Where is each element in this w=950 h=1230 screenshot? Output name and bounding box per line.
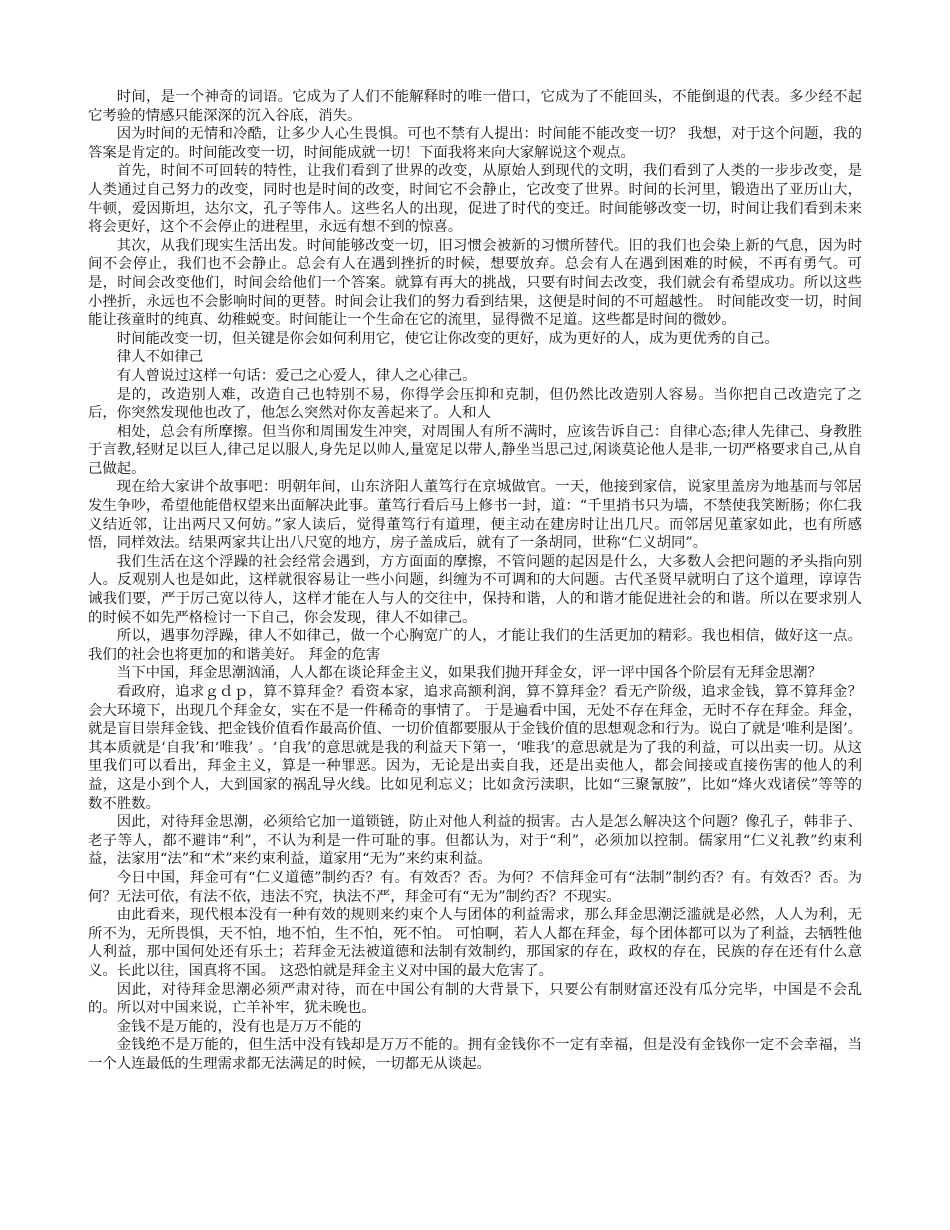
heading-money-not-everything: 金钱不是万能的，没有也是万万不能的 xyxy=(116,1018,362,1035)
paragraph-time-intro: 时间，是一个神奇的词语。它成为了人们不能解释时的唯一借口，它成为了不能回头，不能倒退的代表。多少经不起它考验的情感只能深深的沉入谷底，消失。 xyxy=(88,89,862,124)
paragraph-discipline-society: 我们生活在这个浮躁的社会经常会遇到，方方面面的摩擦，不管问题的起因是什么，大多数人会把问题的矛头指向别人。反观别人也是如此，这样就很容易让一些小问题，纠缠为不可调和的大问题。古代圣贤早就明白了这个道理，谆谆告诫我们要，严于厉己宽以待人，这样才能在人与人的交往中，保持和谐，人的和谐才能促进社会的和谐。所以在要求别人的时候不如先严格检讨一下自己，你会发现，律人不如律己。 xyxy=(88,553,862,626)
paragraph-discipline-friction: 相处，总会有所摩擦。但当你和周围发生冲突，对周围人有所不满时，应该告诉自己：自律心态;律人先律己、身教胜于言教,轻财足以巨人,律己足以服人,身先足以帅人,量宽足以带人,静坐当思己过,闲谈莫论他人是非,一切严格要求自己,从自己做起。 xyxy=(88,423,862,477)
paragraph-time-second: 其次，从我们现实生活出发。时间能够改变一切，旧习惯会被新的习惯所替代。旧的我们也会染上新的气息，因为时间不会停止，我们也不会静止。总会有人在遇到挫折的时候，想要放弃。总会有人在遇到困难的时候，不再有勇气。可是，时间会改变他们，时间会给他们一个答案。就算有再大的挑战，只要有时间去改变，我们就会有希望成功。所以这些小挫折，永远也不会影响时间的更替。时间会让我们的努力看到结果，这便是时间的不可超越性。 时间能改变一切，时间能让孩童时的纯真、幼稚蜕变。时间能让一个生命在它的流里，显得微不足道。这些都是时间的微妙。 xyxy=(88,237,862,329)
paragraph-discipline-reform: 是的，改造别人难，改造自己也特别不易，你得学会压抑和克制，但仍然比改造别人容易。当你把自己改造完了之后，你突然发现他也改了，他怎么突然对你友善起来了。人和人 xyxy=(88,386,862,422)
paragraph-time-first: 首先，时间不可回转的特性，让我们看到了世界的改变，从原始人到现代的文明，我们看到了人类的一步步改变，是人类通过自己努力的改变，同时也是时间的改变，时间它不会静止，它改变了世界。时间的长河里，锻造出了亚历山大，牛顿，爱因斯坦，达尔文，孔子等伟人。这些名人的出现，促进了时代的变迁。时间能够改变一切，时间让我们看到未来将会更好，这个不会停止的进程里，永远有想不到的惊喜。 xyxy=(88,163,862,236)
paragraph-money-worship-today: 今日中国，拜金可有“仁义道德”制约否？有。有效否？否。为何？不信拜金可有“法制”制约否？有。有效否？否。为何？无法可依，有法不依，违法不究，执法不严，拜金可有“无为”制约否？不现实。 xyxy=(88,869,862,905)
paragraph-money-worship-conclusion: 因此，对待拜金思潮必须严肃对待，而在中国公有制的大背景下，只要公有制财富还没有瓜分完毕，中国是不会乱的。所以对中国来说，亡羊补牢，犹未晚也。 xyxy=(88,981,862,1017)
paragraph-money-worship-harm: 由此看来，现代根本没有一种有效的规则来约束个人与团体的利益需求，那么拜金思潮泛滥就是必然，人人为利，无所不为，无所畏惧，天不怕，地不怕，生不怕，死不怕。 可怕啊，若人人都在拜金，每个团体都可以为了利益，去牺牲他人利益，那中国何处还有乐土；若拜金无法被道德和法制有效制约，那国家的存在，政权的存在，民族的存在还有什么意义。长此以往，国真将不国。 这恐怕就是拜金主义对中国的最大危害了。 xyxy=(88,907,862,979)
paragraph-money-worship-intro: 当下中国，拜金思潮汹涌，人人都在谈论拜金主义，如果我们抛开拜金女，评一评中国各个阶层有无拜金思潮？ xyxy=(116,665,822,682)
paragraph-discipline-story: 现在给大家讲个故事吧：明朝年间，山东济阳人董笃行在京城做官。一天，他接到家信，说家里盖房为地基而与邻居发生争吵，希望他能借权望来出面解决此事。董笃行看后马上修书一封，道：“千里捎书只为墙，不禁使我笑断肠；你仁我义结近邻，让出两尺又何妨。”家人读后，觉得董笃行有道理，便主动在建房时让出几尺。而邻居见董家如此，也有所感悟，同样效法。结果两家共让出八尺宽的地方，房子盖成后，就有了一条胡同，世称“仁义胡同”。 xyxy=(88,479,862,552)
heading-discipline-self: 律人不如律己 xyxy=(116,349,204,366)
paragraph-time-question: 因为时间的无情和冷酷，让多少人心生畏惧。可也不禁有人提出：时间能不能改变一切？ 我想，对于这个问题，我的答案是肯定的。时间能改变一切，时间能成就一切！下面我将来向大家解说这个观点。 xyxy=(88,126,862,161)
paragraph-discipline-quote: 有人曾说过这样一句话：爱己之心爱人，律人之心律己。 xyxy=(116,367,477,384)
paragraph-discipline-conclusion: 所以，遇事勿浮躁，律人不如律己，做一个心胸宽广的人，才能让我们的生活更加的精彩。我也相信，做好这一点。我们的社会也将更加的和谐美好。 拜金的危害 xyxy=(88,628,862,663)
paragraph-time-conclusion: 时间能改变一切，但关键是你会如何利用它，使它让你改变的更好，成为更好的人，成为更优秀的自己。 xyxy=(116,330,779,347)
paragraph-money-worship-ancients: 因此，对待拜金思潮，必须给它加一道锁链，防止对他人利益的损害。古人是怎么解决这个问题？像孔子，韩非子、老子等人，都不避讳“利”，不认为利是一件可耻的事。但都认为，对于“利”，必须加以控制。儒家用“仁义礼教”约束利益，法家用“法”和“术”来约束利益，道家用“无为”来约束利益。 xyxy=(88,814,862,868)
paragraph-money-not-everything: 金钱绝不是万能的，但生活中没有钱却是万万不能的。拥有金钱你不一定有幸福，但是没有金钱你一定不会幸福，当一个人连最低的生理需求都无法满足的时候，一切都无从谈起。 xyxy=(88,1037,862,1072)
paragraph-money-worship-analysis: 看政府，追求ｇｄｐ，算不算拜金？看资本家，追求高额利润，算不算拜金？看无产阶级，追求金钱，算不算拜金？会大环境下，出现几个拜金女，实在不是一件稀奇的事情了。 于是遍看中国，无处不存在拜金，无时不存在拜金。拜金， 就是盲目崇拜金钱、把金钱价值看作最高价值、一切价值都要服从于金钱价值的思想观念和行为。说白了就是‘唯利是图’。其本质就是‘自我’和‘唯我’ 。‘自我’的意思就是我的利益天下第一，‘唯我’的意思就是为了我的利益，可以出卖一切。从这里我们可以看出，拜金主义，算是一种罪恶。因为，无论是出卖自我，还是出卖他人，都会间接或直接伤害的他人的利益，这是小到个人，大到国家的祸乱导火线。比如见利忘义；比如贪污渎职，比如“三聚氰胺”，比如“烽火戏诸侯”等等的数不胜数。 xyxy=(88,684,862,812)
